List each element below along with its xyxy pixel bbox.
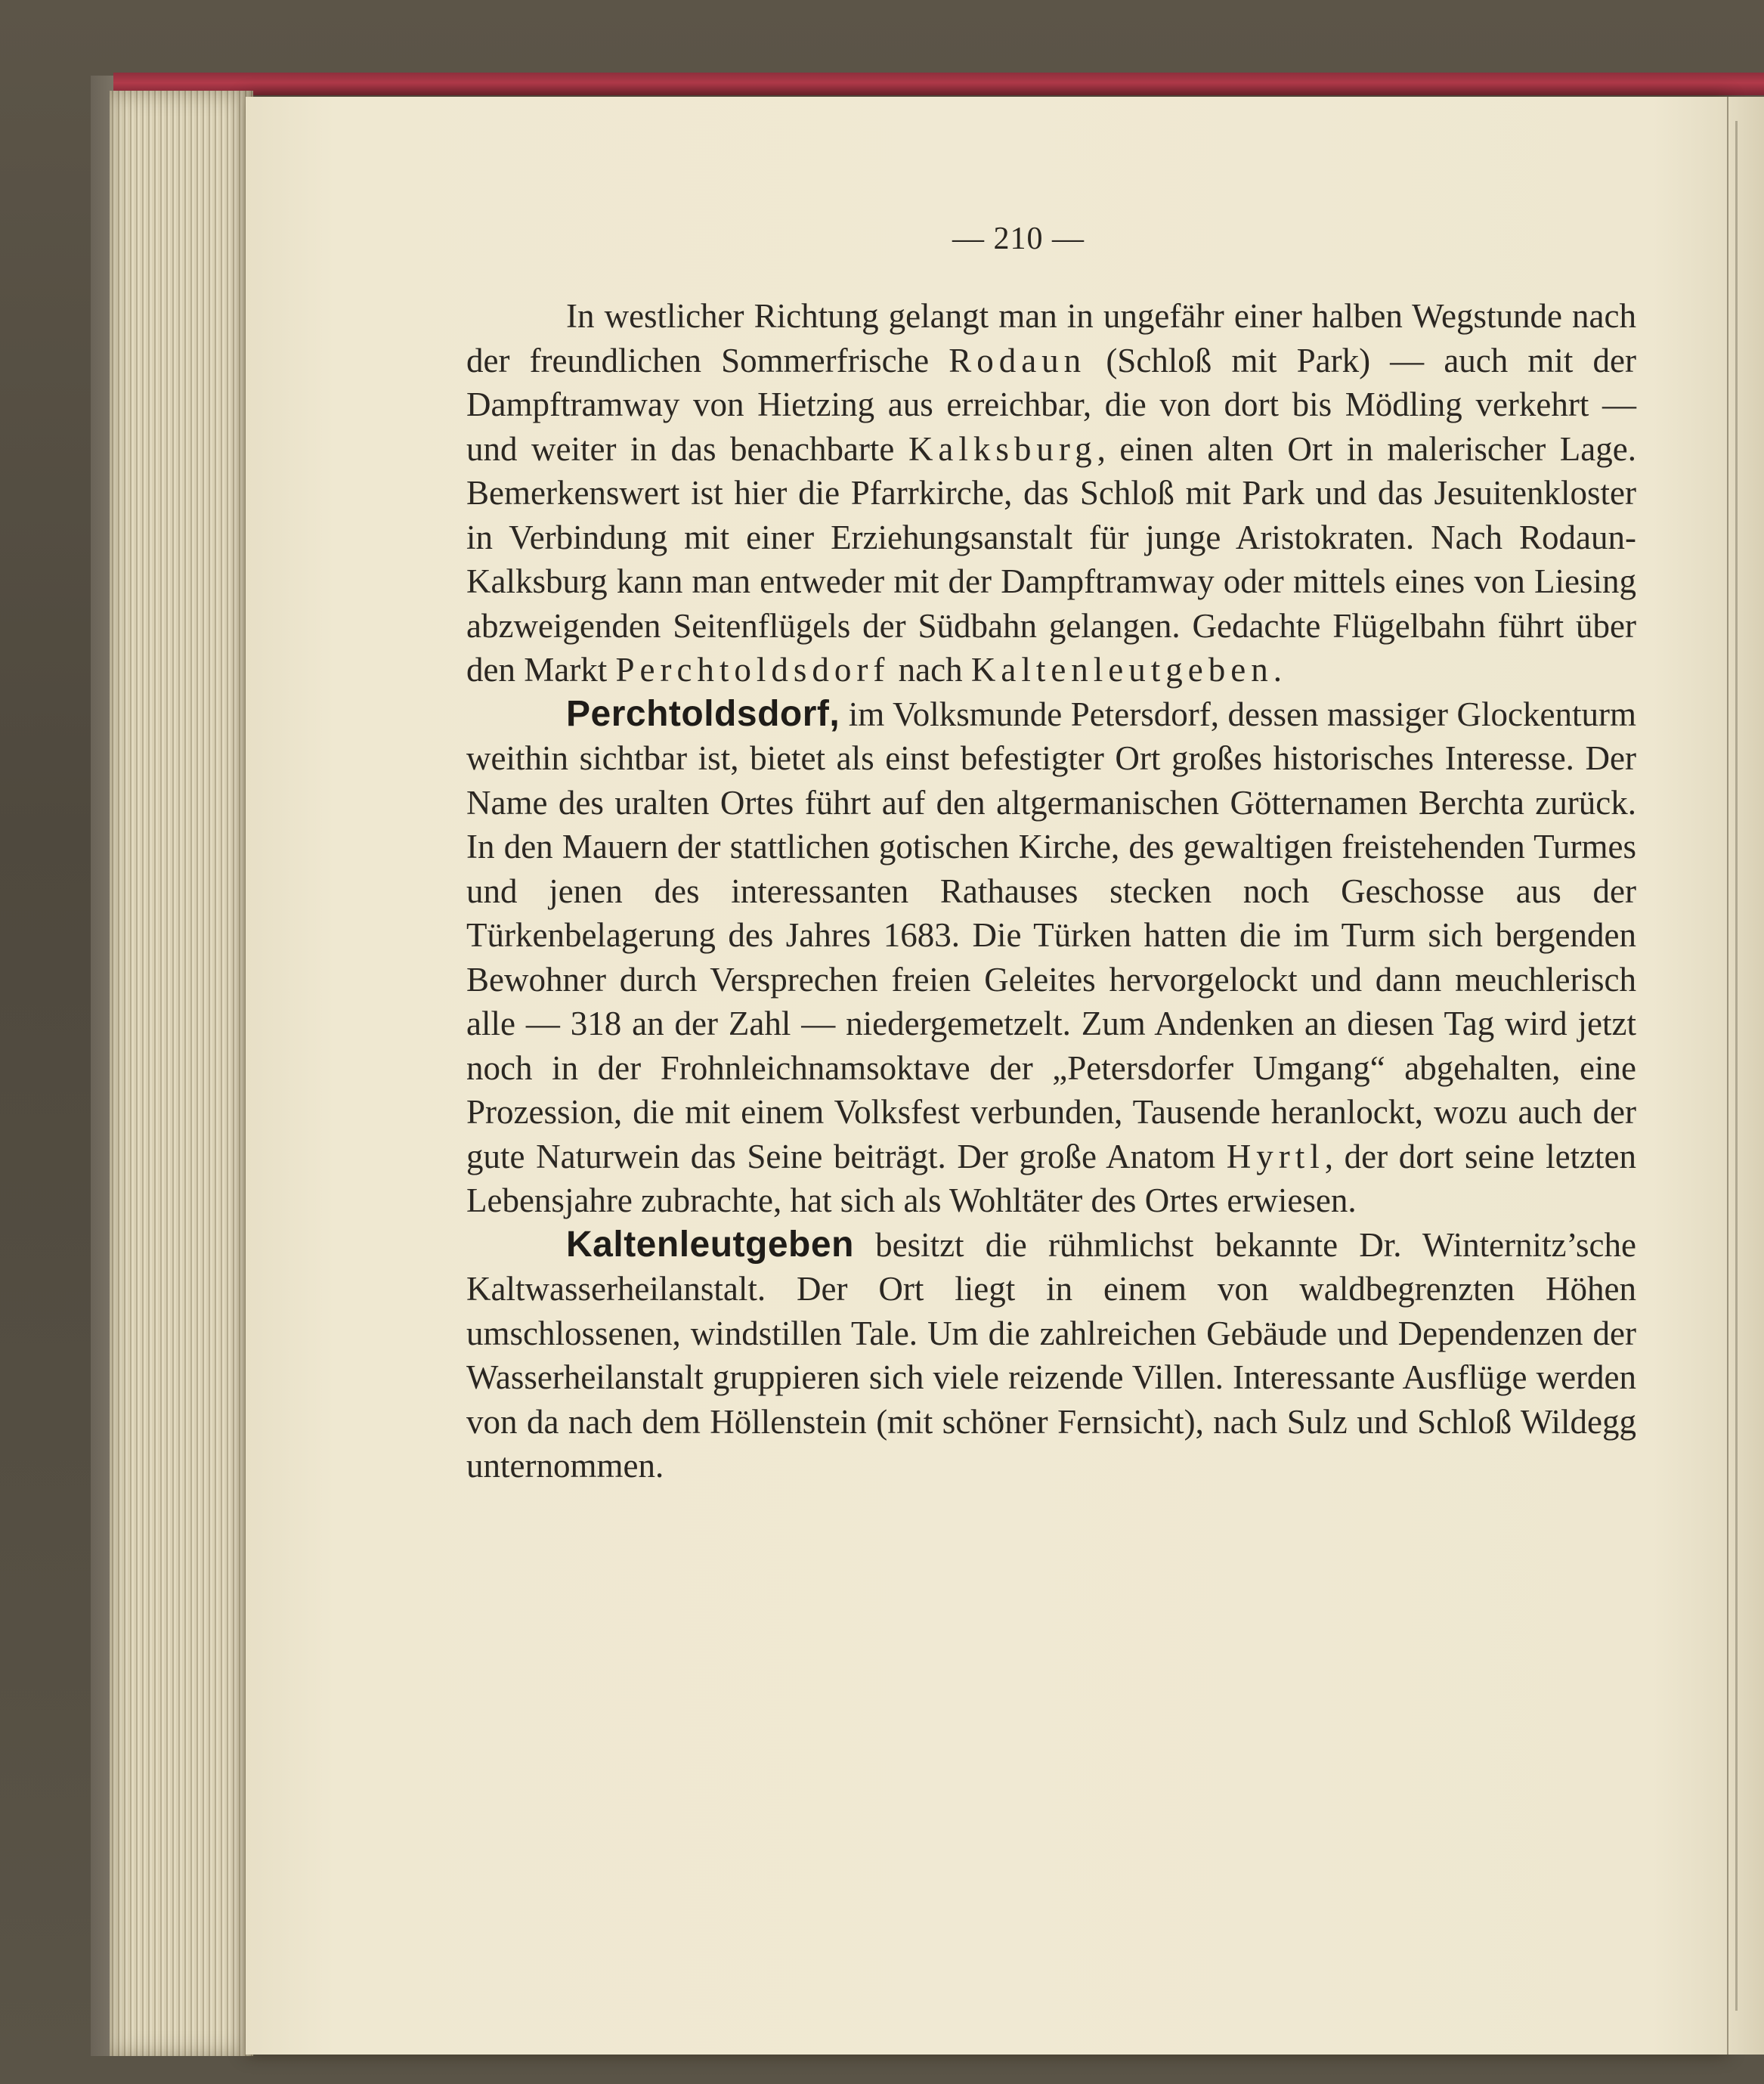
- place-heading: Kaltenleutgeben: [566, 1224, 854, 1265]
- page-number: — 210 —: [952, 221, 1085, 256]
- place-name: Rodaun: [949, 341, 1087, 379]
- place-name: Hyrtl: [1226, 1137, 1325, 1175]
- text-run: besitzt die rühmlichst bekannte Dr. Winternitz’sche Kaltwasserheilanstalt. Der Ort liegt in einem von waldbegrenzten Höhen umschlossenen, windstillen Tale. Um die zahlreichen Gebäude und Dependenzen der Wasserheilanstalt gruppieren sich viele reizende Villen. Interessante Ausflüge werden von da nach dem Höllenstein (mit schöner Fernsicht), nach Sulz und Schloß Wildegg unternommen.: [466, 1225, 1636, 1485]
- place-name: Kaltenleutgeben: [970, 651, 1273, 689]
- paragraph-perchtoldsdorf: [466, 692, 1636, 1223]
- place-name: Kalksburg: [908, 429, 1097, 468]
- next-page-edge: [1727, 97, 1764, 2055]
- page-gutter-line: [1735, 121, 1738, 2011]
- text-run: (Schloß mit Park) — auch mit der Dampftramway von Hietzing aus erreichbar, die von dort bis Mödling verkehrt — und weiter in das benachbarte: [466, 341, 1636, 468]
- text-run: .: [1273, 651, 1282, 689]
- text-run: nach: [890, 651, 971, 689]
- body-text: [466, 294, 1636, 1488]
- paragraph-kaltenleutgeben: [466, 1223, 1636, 1488]
- place-name: Perchtoldsdorf: [615, 651, 890, 689]
- page-stack: [110, 91, 253, 2056]
- paragraph-rodaun: [466, 294, 1636, 692]
- text-run: , der dort seine letzten Lebensjahre zubrachte, hat sich als Wohltäter des Ortes erwiesen.: [466, 1137, 1636, 1219]
- text-run: , einen alten Ort in malerischer Lage. Bemerkenswert ist hier die Pfarrkirche, das Schloß mit Park und das Jesuitenkloster in Verbindung mit einer Erziehungsanstalt für junge Aristokraten. Nach Rodaun-Kalksburg kann man entweder mit der Dampftramway oder mittels eines von Liesing abzweigenden Seitenflügels der Südbahn gelangen. Gedachte Flügelbahn führt über den Markt: [466, 429, 1636, 689]
- text-run: im Volksmunde Petersdorf, dessen massiger Glockenturm weithin sichtbar ist, bietet als einst befestigter Ort großes historisches Interesse. Der Name des uralten Ortes führt auf den altgermanischen Götternamen Berchta zurück. In den Mauern der stattlichen gotischen Kirche, des gewaltigen freistehenden Turmes und jenen des interessanten Rathauses stecken noch Geschosse aus der Türkenbelagerung des Jahres 1683. Die Türken hatten die im Turm sich bergenden Bewohner durch Versprechen freien Geleites hervorgelockt und dann meuchlerisch alle — 318 an der Zahl — niedergemetzelt. Zum Andenken an diesen Tag wird jetzt noch in der Frohnleichnamsoktave der „Petersdorfer Umgang“ abgehalten, eine Prozession, die mit einem Volksfest verbunden, Tausende heranlockt, wozu auch der gute Naturwein das Seine beiträgt. Der große Anatom: [466, 695, 1636, 1175]
- text-run: In westlicher Richtung gelangt man in ungefähr einer halben Wegstunde nach der freundlichen Sommerfrische: [466, 297, 1636, 379]
- red-page-edge: [113, 73, 1764, 95]
- place-heading: Perchtoldsdorf,: [566, 693, 840, 734]
